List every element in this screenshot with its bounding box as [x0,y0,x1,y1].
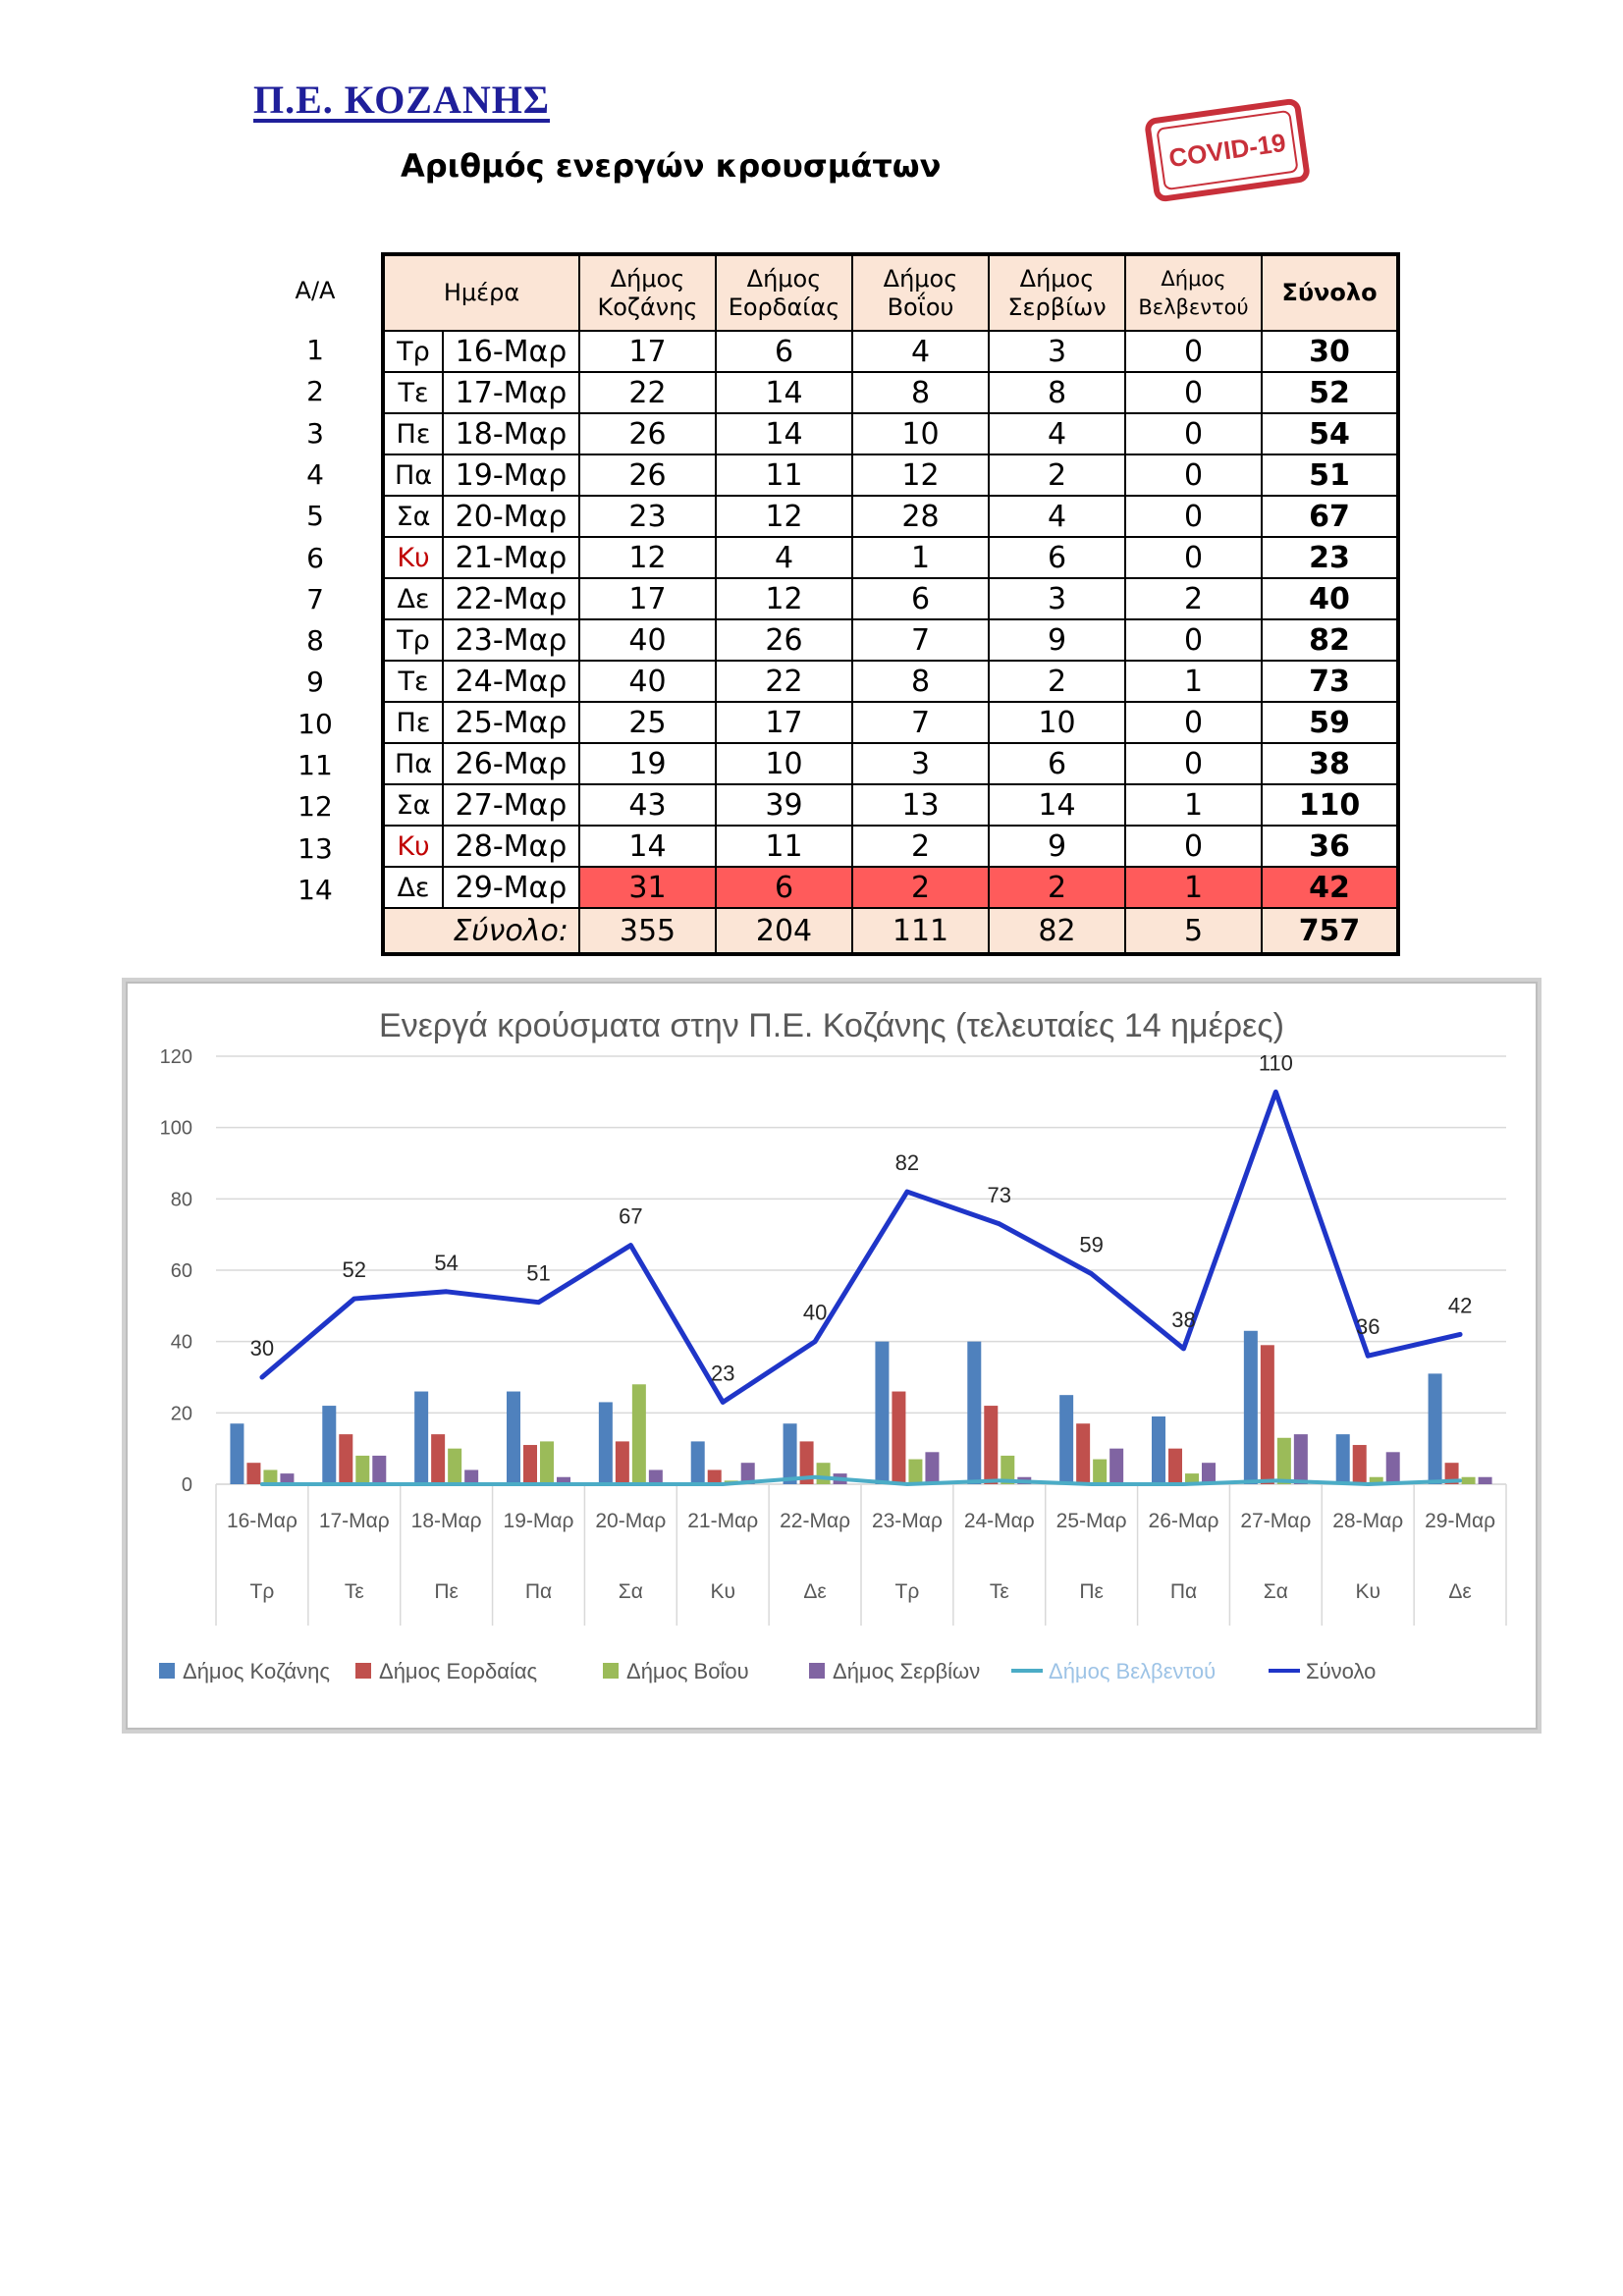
bar [507,1392,520,1484]
aa-number: 12 [298,790,333,824]
table-row [383,454,1398,496]
y-tick-label: 0 [181,1474,192,1496]
data-label: 42 [1447,1293,1473,1318]
value-cell: 4 [852,331,989,372]
data-label: 110 [1258,1050,1293,1076]
total-cell: 42 [1262,867,1398,908]
aa-number: 4 [306,457,324,491]
value-cell: 8 [852,372,989,413]
value-cell: 4 [989,413,1125,454]
value-cell: 0 [1125,619,1262,661]
bar [632,1384,646,1484]
value-cell: 2 [989,867,1125,908]
day-cell: Δε [383,578,443,619]
bar [1168,1449,1182,1484]
x-subtick-label: Τε [344,1580,364,1603]
bar [875,1342,889,1484]
bar [784,1423,797,1484]
data-label: 52 [342,1257,367,1283]
x-tick-label: 21-Μαρ [687,1510,759,1532]
table-row [383,826,1398,867]
aa-number: 3 [306,416,324,450]
value-cell: 6 [852,578,989,619]
y-tick-label: 80 [170,1189,192,1211]
value-cell: 25 [579,702,716,743]
data-label: 36 [1355,1314,1380,1340]
x-tick-label: 27-Μαρ [1240,1510,1312,1532]
legend-label: Δήμος Βοΐου [626,1659,749,1683]
date-cell: 19-Μαρ [443,454,579,496]
day-cell: Πα [383,743,443,784]
day-cell: Πε [383,413,443,454]
legend-label: Σύνολο [1306,1659,1377,1683]
table-row [383,537,1398,578]
bar [892,1392,905,1484]
value-cell: 12 [716,578,852,619]
value-cell: 6 [989,537,1125,578]
region-title: Π.Ε. ΚΟΖΑΝΗΣ [253,78,551,122]
total-cell: 54 [1262,413,1398,454]
total-cell: 82 [1262,619,1398,661]
value-cell: 7 [852,702,989,743]
value-cell: 4 [716,537,852,578]
day-cell: Κυ [383,537,443,578]
sum-label: Σύνολο: [383,908,579,954]
sum-cell: 355 [579,908,716,954]
y-tick-label: 60 [170,1260,192,1282]
bar [355,1456,369,1484]
value-cell: 12 [579,537,716,578]
bar [1429,1373,1442,1484]
y-tick-label: 20 [170,1403,192,1425]
bar [925,1452,939,1484]
value-cell: 14 [716,372,852,413]
value-cell: 11 [716,826,852,867]
value-cell: 26 [579,413,716,454]
aa-number: 1 [306,334,324,366]
aa-number: 8 [306,624,324,658]
bar [691,1441,705,1484]
sum-row [383,908,1398,954]
day-cell: Τε [383,661,443,702]
value-cell: 3 [989,331,1125,372]
value-cell: 14 [579,826,716,867]
bar [540,1441,554,1484]
table-row [383,743,1398,784]
bar [414,1392,428,1484]
day-cell: Τρ [383,619,443,661]
bar [372,1456,386,1484]
value-cell: 17 [716,702,852,743]
bar [967,1342,981,1484]
x-tick-label: 20-Μαρ [595,1510,667,1532]
total-cell: 40 [1262,578,1398,619]
x-subtick-label: Τρ [894,1580,920,1603]
value-cell: 17 [579,578,716,619]
bar [322,1406,336,1484]
cases-table [381,252,1400,956]
value-cell: 3 [852,743,989,784]
x-subtick-label: Κυ [710,1580,735,1603]
y-tick-label: 40 [170,1331,192,1354]
bar [1109,1449,1123,1484]
value-cell: 8 [989,372,1125,413]
value-cell: 39 [716,784,852,826]
value-cell: 1 [852,537,989,578]
bar [1059,1395,1073,1484]
value-cell: 14 [716,413,852,454]
value-cell: 26 [579,454,716,496]
value-cell: 22 [579,372,716,413]
value-cell: 2 [989,661,1125,702]
header-total: Σύνολο [1262,254,1398,331]
value-cell: 9 [989,826,1125,867]
bar [339,1434,352,1484]
value-cell: 8 [852,661,989,702]
x-tick-label: 28-Μαρ [1332,1510,1404,1532]
legend-swatch [159,1663,175,1679]
bar [616,1441,629,1484]
table-row [383,372,1398,413]
aa-number: 13 [298,831,333,865]
bar [431,1434,445,1484]
value-cell: 28 [852,496,989,537]
value-cell: 0 [1125,413,1262,454]
bar [1076,1423,1090,1484]
x-tick-label: 17-Μαρ [318,1510,390,1532]
value-cell: 19 [579,743,716,784]
day-cell: Πα [383,454,443,496]
x-subtick-label: Δε [803,1580,827,1603]
table-row [383,702,1398,743]
x-tick-label: 23-Μαρ [871,1510,943,1532]
value-cell: 23 [579,496,716,537]
header-day: Ημέρα [383,254,579,331]
x-subtick-label: Τρ [249,1580,275,1603]
x-tick-label: 29-Μαρ [1425,1510,1496,1532]
value-cell: 17 [579,331,716,372]
table-row [383,619,1398,661]
bar [246,1463,260,1484]
data-label: 82 [894,1150,920,1176]
aa-number: 7 [306,582,324,615]
aa-number: 2 [306,375,324,408]
date-cell: 21-Μαρ [443,537,579,578]
day-cell: Κυ [383,826,443,867]
bar [464,1469,478,1484]
total-cell: 73 [1262,661,1398,702]
bar [1336,1434,1350,1484]
value-cell: 22 [716,661,852,702]
header-voio: Δήμος Βοΐου [852,254,989,331]
date-cell: 20-Μαρ [443,496,579,537]
bar [984,1406,998,1484]
table-row [383,331,1398,372]
x-subtick-label: Πα [524,1580,553,1603]
value-cell: 12 [716,496,852,537]
sum-cell: 82 [989,908,1125,954]
date-cell: 22-Μαρ [443,578,579,619]
total-cell: 110 [1262,784,1398,826]
bar [1479,1477,1492,1484]
value-cell: 9 [989,619,1125,661]
x-tick-label: 25-Μαρ [1055,1510,1127,1532]
bar [263,1469,277,1484]
grand-total: 757 [1262,908,1398,954]
bar [1202,1463,1216,1484]
aa-number: 10 [298,707,333,740]
data-label: 38 [1171,1307,1196,1332]
bar [1277,1438,1291,1484]
value-cell: 7 [852,619,989,661]
value-cell: 0 [1125,702,1262,743]
table-row [383,496,1398,537]
total-line [262,1092,1460,1402]
value-cell: 11 [716,454,852,496]
value-cell: 0 [1125,537,1262,578]
day-cell: Σα [383,784,443,826]
x-subtick-label: Πε [434,1580,459,1603]
bar [708,1469,722,1484]
x-subtick-label: Δε [1448,1580,1472,1603]
total-cell: 23 [1262,537,1398,578]
value-cell: 0 [1125,331,1262,372]
data-label: 59 [1079,1232,1104,1257]
date-cell: 27-Μαρ [443,784,579,826]
day-cell: Πε [383,702,443,743]
legend-swatch [809,1663,825,1679]
value-cell: 10 [989,702,1125,743]
value-cell: 14 [989,784,1125,826]
sum-cell: 111 [852,908,989,954]
day-cell: Σα [383,496,443,537]
header-kozani: Δήμος Κοζάνης [579,254,716,331]
value-cell: 31 [579,867,716,908]
bar [599,1402,613,1484]
x-tick-label: 22-Μαρ [780,1510,851,1532]
bar [1244,1331,1258,1484]
day-cell: Τε [383,372,443,413]
date-cell: 26-Μαρ [443,743,579,784]
data-label: 40 [802,1300,828,1325]
bar [1261,1345,1274,1484]
bar [1152,1416,1165,1484]
value-cell: 6 [989,743,1125,784]
date-cell: 16-Μαρ [443,331,579,372]
cases-chart [122,978,1542,1734]
date-cell: 28-Μαρ [443,826,579,867]
value-cell: 10 [716,743,852,784]
data-label: 51 [526,1260,551,1286]
total-cell: 59 [1262,702,1398,743]
bar [1386,1452,1400,1484]
data-label: 73 [987,1182,1012,1207]
value-cell: 40 [579,619,716,661]
total-cell: 36 [1262,826,1398,867]
sum-cell: 5 [1125,908,1262,954]
table-row [383,784,1398,826]
date-cell: 17-Μαρ [443,372,579,413]
x-tick-label: 19-Μαρ [503,1510,574,1532]
date-cell: 23-Μαρ [443,619,579,661]
y-tick-label: 100 [159,1117,192,1140]
x-tick-label: 16-Μαρ [226,1510,298,1532]
date-cell: 24-Μαρ [443,661,579,702]
value-cell: 6 [716,331,852,372]
value-cell: 0 [1125,454,1262,496]
header-servia: Δήμος Σερβίων [989,254,1125,331]
sum-cell: 204 [716,908,852,954]
data-label: 54 [434,1250,459,1275]
x-tick-label: 26-Μαρ [1148,1510,1219,1532]
legend-label: Δήμος Εορδαίας [379,1659,538,1683]
bar [817,1463,831,1484]
covid-stamp [1144,97,1311,202]
bar [1093,1460,1107,1484]
stamp-text: COVID-19 [1166,127,1288,173]
total-cell: 30 [1262,331,1398,372]
aa-number: 5 [306,500,324,533]
date-cell: 25-Μαρ [443,702,579,743]
legend-label: Δήμος Σερβίων [833,1659,981,1683]
value-cell: 40 [579,661,716,702]
value-cell: 1 [1125,661,1262,702]
value-cell: 0 [1125,743,1262,784]
aa-number: 6 [306,541,324,574]
value-cell: 26 [716,619,852,661]
value-cell: 0 [1125,496,1262,537]
date-cell: 18-Μαρ [443,413,579,454]
table-row [383,661,1398,702]
value-cell: 6 [716,867,852,908]
y-tick-label: 120 [159,1046,192,1068]
x-subtick-label: Τε [989,1580,1009,1603]
legend-label: Δήμος Κοζάνης [183,1659,330,1683]
header-velvento: Δήμος Βελβεντού [1125,254,1262,331]
value-cell: 0 [1125,826,1262,867]
value-cell: 2 [852,826,989,867]
total-cell: 38 [1262,743,1398,784]
x-subtick-label: Σα [618,1580,643,1603]
data-label: 30 [249,1336,275,1361]
day-cell: Δε [383,867,443,908]
x-tick-label: 18-Μαρ [410,1510,482,1532]
bar [1353,1445,1367,1484]
value-cell: 12 [852,454,989,496]
bar [908,1460,922,1484]
bar [523,1445,537,1484]
x-subtick-label: Κυ [1355,1580,1380,1603]
x-subtick-label: Πα [1169,1580,1198,1603]
aa-header: Α/Α [295,277,336,304]
value-cell: 1 [1125,784,1262,826]
aa-number: 9 [306,666,324,699]
value-cell: 2 [989,454,1125,496]
value-cell: 4 [989,496,1125,537]
document-title: Αριθμός ενεργών κρουσμάτων [401,147,942,185]
data-label: 23 [710,1361,735,1386]
value-cell: 2 [1125,578,1262,619]
value-cell: 1 [1125,867,1262,908]
data-label: 67 [619,1203,643,1229]
value-cell: 3 [989,578,1125,619]
bar [1462,1477,1476,1484]
x-subtick-label: Πε [1079,1580,1104,1603]
table-row [383,867,1398,908]
chart-title: Ενεργά κρούσματα στην Π.Ε. Κοζάνης (τελευταίες 14 ημέρες) [379,1007,1284,1044]
bar [1294,1434,1308,1484]
x-subtick-label: Σα [1263,1580,1288,1603]
total-cell: 51 [1262,454,1398,496]
total-cell: 67 [1262,496,1398,537]
value-cell: 13 [852,784,989,826]
value-cell: 2 [852,867,989,908]
bar [649,1469,663,1484]
legend-label: Δήμος Βελβεντού [1049,1659,1217,1683]
bar [448,1449,461,1484]
legend-swatch [603,1663,619,1679]
value-cell: 0 [1125,372,1262,413]
table-row [383,413,1398,454]
x-tick-label: 24-Μαρ [963,1510,1035,1532]
aa-number: 11 [298,749,333,781]
aa-number: 14 [298,873,333,906]
day-cell: Τρ [383,331,443,372]
value-cell: 43 [579,784,716,826]
value-cell: 10 [852,413,989,454]
legend-swatch [355,1663,371,1679]
bar [230,1423,243,1484]
date-cell: 29-Μαρ [443,867,579,908]
total-cell: 52 [1262,372,1398,413]
header-eordaia: Δήμος Εορδαίας [716,254,852,331]
table-row [383,578,1398,619]
